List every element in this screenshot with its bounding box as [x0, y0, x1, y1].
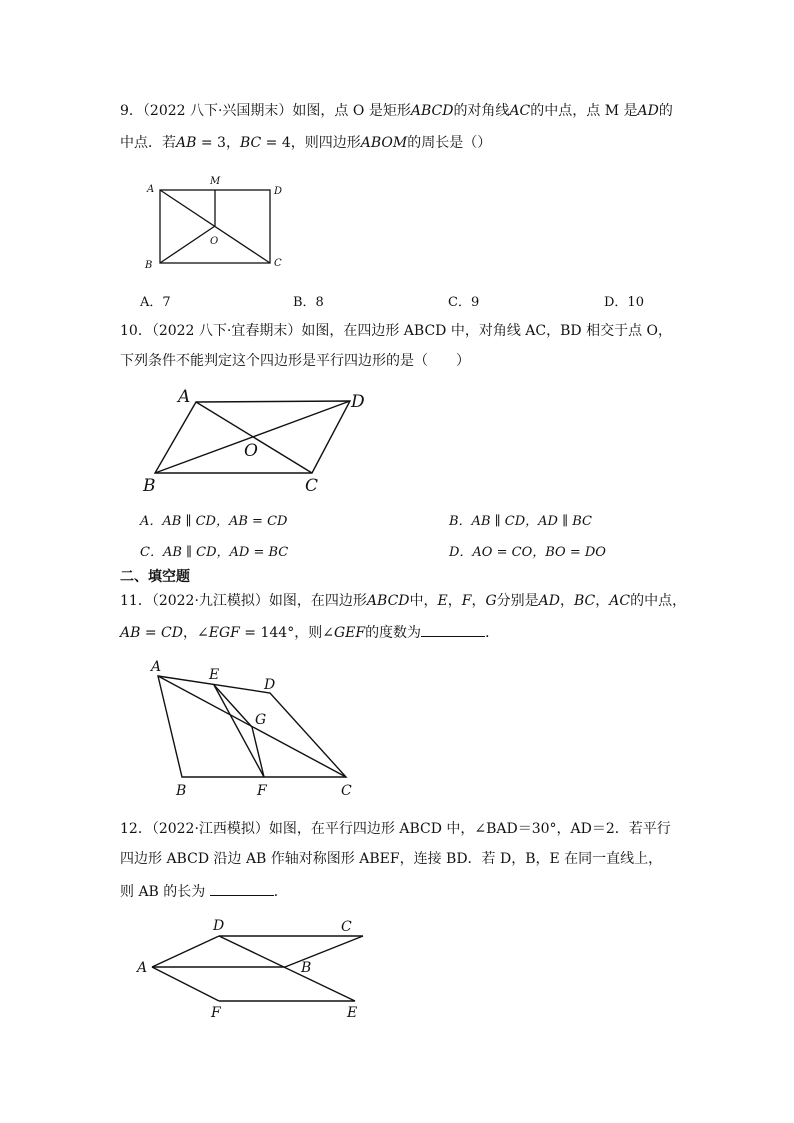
q11-text: 中， — [409, 593, 438, 609]
q11-segment-ef — [214, 685, 267, 777]
q12-label-f: F — [211, 1005, 221, 1021]
q9-figure — [140, 170, 300, 275]
q11-text: ，∠ — [182, 625, 209, 641]
q10-label-a: A — [178, 387, 191, 407]
q10-label-c: C — [305, 476, 319, 496]
q9-label-b: B — [145, 260, 153, 271]
q9-line2 — [120, 134, 491, 152]
q11-math: F — [461, 593, 472, 609]
q12-label-a: A — [137, 960, 148, 976]
q12-label-b: B — [301, 960, 312, 976]
q9-math: ABOM — [360, 135, 408, 151]
q11-math: GEF — [333, 625, 366, 641]
q11-figure — [140, 655, 365, 800]
q10-label-b: B — [143, 476, 156, 496]
q12-text: ． — [273, 884, 288, 900]
q12-line2: 四边形 ABCD 沿边 AB 作轴对称图形 ABEF，连接 BD．若 D，B，E 在同一直线上， — [120, 851, 663, 867]
q11-text: 分别是 — [496, 593, 539, 609]
q11-text: 11．（2022·九江模拟）如图，在四边形 — [120, 593, 367, 609]
q11-math: ABCD — [366, 593, 410, 609]
q9-option-a[interactable]: A．7 — [140, 295, 171, 310]
q12-segment-cb — [285, 936, 363, 967]
q12-label-d: D — [213, 918, 225, 934]
q12-segment-ad — [152, 936, 219, 967]
q12-label-c: C — [341, 919, 352, 935]
q12-label-e: E — [347, 1005, 358, 1021]
q12-line3 — [120, 881, 288, 901]
q9-label-d: D — [274, 186, 283, 197]
q11-label-e: E — [209, 667, 220, 683]
q9-text: 的对角线 — [453, 103, 510, 119]
q11-label-c: C — [341, 783, 352, 799]
q10-option-d[interactable]: D．AO = CO，BO = DO — [449, 545, 606, 560]
q12-segment-dbe — [219, 936, 355, 1001]
q10-diagonal-ac — [196, 402, 312, 473]
q10-option-a[interactable]: A．AB ∥ CD，AB = CD — [140, 514, 288, 529]
q11-text: ， — [447, 593, 462, 609]
q9-option-c[interactable]: C．9 — [448, 295, 480, 310]
q10-line2: 下列条件不能判定这个四边形是平行四边形的是（ ） — [120, 353, 470, 369]
q9-math: AC — [509, 103, 531, 119]
q9-math: ABCD — [410, 103, 454, 119]
q11-text: ， — [595, 593, 610, 609]
q9-math: AB — [176, 135, 197, 151]
q9-option-b[interactable]: B．8 — [293, 295, 324, 310]
q11-math: AD — [538, 593, 560, 609]
q11-label-b: B — [176, 783, 187, 799]
q9-label-c: C — [274, 258, 282, 269]
q10-option-c[interactable]: C．AB ∥ CD，AD = BC — [140, 545, 289, 560]
q12-text: 则 AB 的长为 — [120, 884, 210, 900]
q11-line1 — [120, 592, 686, 610]
q11-answer-blank[interactable] — [421, 622, 485, 637]
q11-label-g: G — [255, 712, 267, 728]
q9-text: = 3， — [196, 135, 240, 151]
section-heading: 二、填空题 — [120, 569, 190, 585]
q9-text: 中点．若 — [120, 135, 176, 151]
q9-option-d[interactable]: D．10 — [604, 295, 644, 310]
q11-text: = 144°，则∠ — [239, 625, 334, 641]
q11-line2 — [120, 622, 499, 642]
q11-math: G — [485, 593, 497, 609]
q9-label-o: O — [210, 236, 219, 247]
q9-label-a: A — [147, 184, 155, 195]
q12-answer-blank[interactable] — [210, 881, 274, 896]
q11-math: EGF — [208, 625, 240, 641]
q11-label-a: A — [151, 659, 162, 675]
q10-option-b[interactable]: B．AB ∥ CD，AD ∥ BC — [449, 514, 592, 529]
q11-text: ， — [560, 593, 574, 609]
q12-segment-af — [152, 967, 219, 1001]
q9-segment-bo — [160, 226, 215, 263]
q11-segment-gf — [252, 727, 264, 777]
q11-text: 的中点， — [630, 593, 687, 609]
q10-label-d: D — [351, 392, 365, 412]
q9-text: 的中点，点 M 是 — [530, 103, 638, 119]
q9-text: = 4，则四边形 — [261, 135, 361, 151]
q10-line1: 10．（2022 八下·宜春期末）如图，在四边形 ABCD 中，对角线 AC，BD 相交于点 O， — [120, 323, 673, 339]
q11-text: ， — [471, 593, 486, 609]
q11-label-f: F — [257, 783, 267, 799]
q11-math: AB — [120, 625, 141, 641]
q12-line1: 12．（2022·江西模拟）如图，在平行四边形 ABCD 中，∠BAD＝30°，AD＝2．若平行 — [120, 821, 671, 837]
q11-text: 的度数为 — [365, 625, 422, 641]
q9-math: AD — [637, 103, 659, 119]
q9-text: 9．（2022 八下·兴国期末）如图，点 O 是矩形 — [120, 103, 411, 119]
q11-math: BC — [574, 593, 596, 609]
q11-math: AC — [609, 593, 631, 609]
q12-figure — [135, 915, 370, 1025]
q11-math: CD — [161, 625, 183, 641]
q11-label-d: D — [264, 677, 276, 693]
q11-text: ． — [485, 625, 500, 641]
q11-text: = — [140, 625, 162, 641]
q11-math: E — [437, 593, 448, 609]
q10-figure — [140, 385, 380, 497]
q9-text: 的周长是（） — [407, 135, 492, 151]
q9-math: BC — [239, 135, 262, 151]
q10-diagonal-bd — [155, 401, 350, 473]
q10-label-o: O — [244, 441, 258, 461]
q9-line1 — [120, 102, 673, 120]
q9-text: 的 — [658, 103, 673, 119]
q9-label-m: M — [210, 176, 221, 187]
